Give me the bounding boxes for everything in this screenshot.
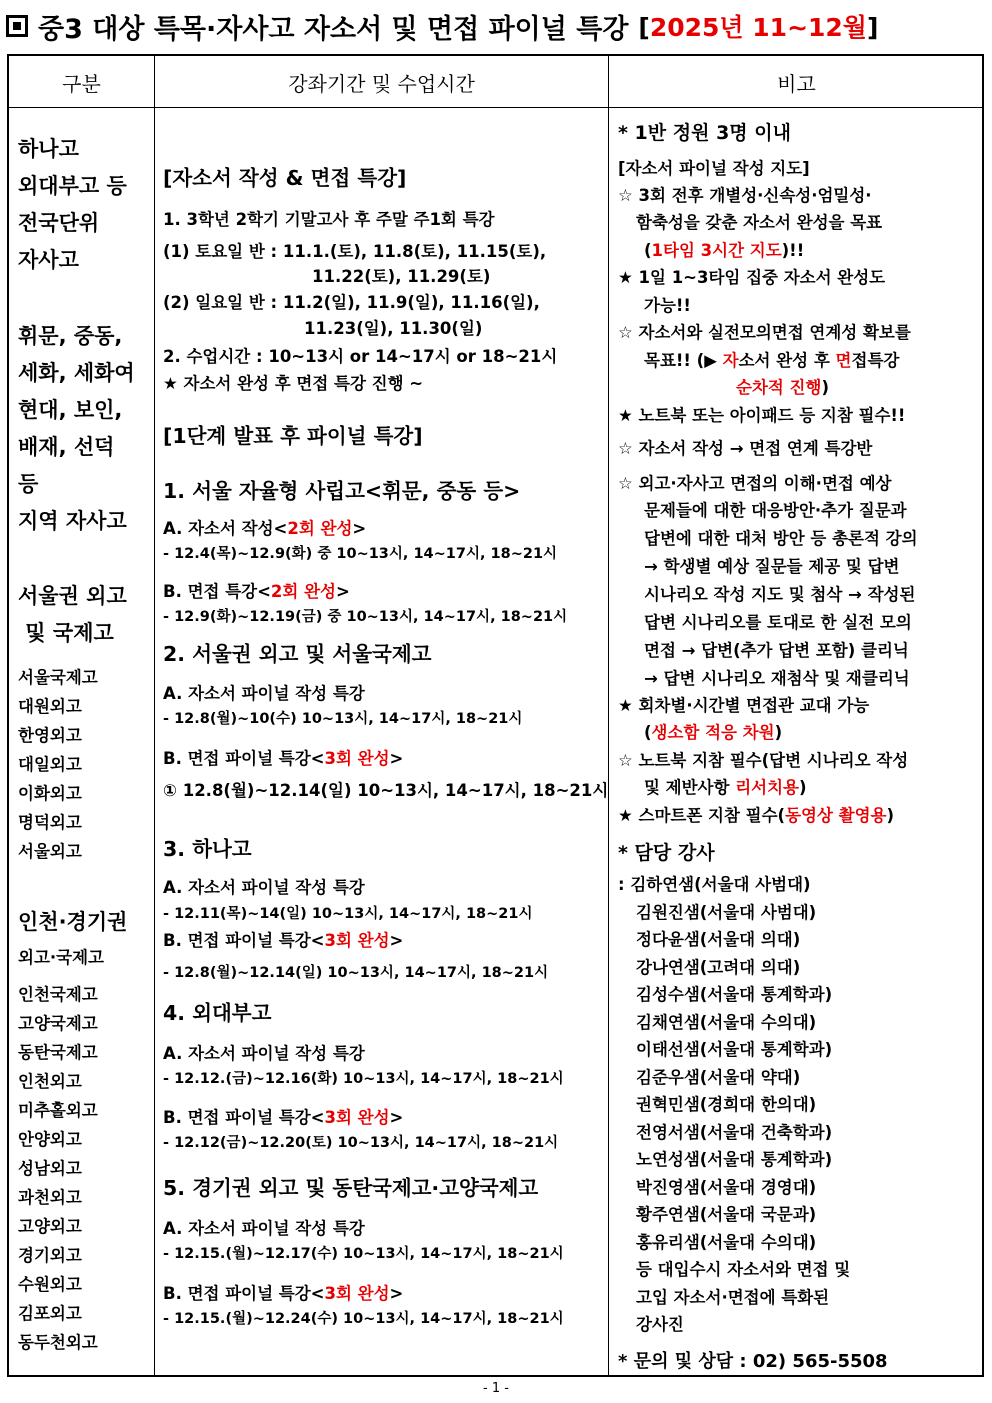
note-line: 함축성을 갖춘 자소서 완성을 목표	[636, 213, 883, 232]
teacher-item: 김원진샘(서울대 사범대)	[636, 903, 817, 922]
text-line: ★ 자소서 완성 후 면접 특강 진행 ~	[163, 374, 424, 393]
teacher-item: 강나연샘(고려대 의대)	[636, 958, 801, 977]
category-item: 서울권 외고	[18, 584, 127, 608]
time-line: ① 12.8(월)~12.14(일) 10~13시, 14~17시, 18~21시	[163, 781, 609, 800]
category-item: 및 국제고	[18, 621, 114, 645]
note-line: ★ 스마트폰 지참 필수(동영상 촬영용)	[618, 806, 895, 825]
category-item: 외고·국제고	[18, 948, 104, 967]
time-line: - 12.8(월)~10(수) 10~13시, 14~17시, 18~21시	[163, 711, 523, 727]
time-line: - 12.8(월)~12.14(일) 10~13시, 14~17시, 18~21시	[163, 965, 549, 981]
text-line: (2) 일요일 반 : 11.2(일), 11.9(일), 11.16(일),	[163, 293, 540, 312]
teacher-item: 권혁민샘(경희대 한의대)	[636, 1095, 817, 1114]
school-item: 수원외고	[18, 1275, 82, 1294]
section-title: [자소서 작성 & 면접 특강]	[163, 166, 407, 190]
school-item: 고양외고	[18, 1217, 82, 1236]
teacher-item: : 김하연샘(서울대 사범대)	[618, 875, 811, 894]
category-item: 외대부고 등	[18, 174, 127, 198]
note-line: ☆ 외고·자사고 면접의 이해·면접 예상	[618, 474, 892, 493]
school-item: 인천국제고	[18, 985, 98, 1004]
contact-info: * 문의 및 상담 : 02) 565-5508	[618, 1351, 888, 1372]
page-title	[6, 4, 986, 48]
text-line: B. 면접 파이널 특강<3회 완성>	[163, 1108, 404, 1127]
note-line: 및 제반사항 리서치용)	[644, 778, 807, 797]
note-line: 목표!! (▶ 자소서 완성 후 면접특강	[644, 351, 900, 370]
note-line: ☆ 자소서와 실전모의면접 연계성 확보를	[618, 323, 911, 342]
page-number: - 1 -	[483, 1381, 509, 1396]
note-line: (1타임 3시간 지도)!!	[644, 241, 805, 260]
note-line: 가능!!	[644, 296, 691, 315]
category-item: 하나고	[18, 137, 79, 161]
text-line: (1) 토요일 반 : 11.1.(토), 11.8(토), 11.15(토),	[163, 242, 547, 261]
text-line: 11.22(토), 11.29(토)	[312, 267, 491, 286]
header-notes: 비고	[777, 71, 816, 96]
note-line: 순차적 진행)	[736, 378, 829, 397]
section-title: [1단계 발표 후 파이널 특강]	[163, 424, 423, 448]
note-line: 면접 → 답변(추가 답변 포함) 클리닉	[644, 641, 909, 660]
teacher-item: 김준우샘(서울대 약대)	[636, 1068, 801, 1087]
teacher-item: 김성수샘(서울대 통계학과)	[636, 985, 833, 1004]
school-item: 고양국제고	[18, 1014, 98, 1033]
category-item: 현대, 보인,	[18, 398, 123, 422]
category-item: 인천·경기권	[18, 910, 128, 934]
school-item: 명덕외고	[18, 813, 82, 832]
school-item: 성남외고	[18, 1159, 82, 1178]
teacher-item: 정다윤샘(서울대 의대)	[636, 930, 801, 949]
time-line: - 12.4(목)~12.9(화) 중 10~13시, 14~17시, 18~21시	[163, 546, 558, 562]
schedule-table	[7, 54, 984, 1377]
text-line: B. 면접 파이널 특강<3회 완성>	[163, 1284, 404, 1303]
category-item: 지역 자사고	[18, 509, 127, 533]
school-item: 김포외고	[18, 1304, 82, 1323]
note-line: ☆ 3회 전후 개별성·신속성·엄밀성·	[618, 186, 872, 205]
teacher-item: 노연성샘(서울대 통계학과)	[636, 1150, 833, 1169]
text-line: A. 자소서 파이널 작성 특강	[163, 684, 365, 703]
time-line: - 12.15.(월)~12.17(수) 10~13시, 14~17시, 18~21시	[163, 1246, 564, 1262]
school-item: 과천외고	[18, 1188, 82, 1207]
title-main: 중3 대상 특목·자사고 자소서 및 면접 파이널 특강	[38, 13, 629, 45]
title-date: [2025년 11~12월]	[638, 13, 879, 42]
time-line: - 12.12.(금)~12.16(화) 10~13시, 14~17시, 18~21시	[163, 1071, 564, 1087]
school-item: 서울국제고	[18, 668, 98, 687]
teacher-item: 김채연샘(서울대 수의대)	[636, 1013, 817, 1032]
group-title: 5. 경기권 외고 및 동탄국제고·고양국제고	[163, 1176, 539, 1200]
note-line: 답변에 대한 대처 방안 등 총론적 강의	[644, 529, 918, 548]
teacher-item: 등 대입수시 자소서와 면접 및	[636, 1260, 851, 1279]
text-line: B. 면접 특강<2회 완성>	[163, 582, 350, 601]
school-item: 동탄국제고	[18, 1043, 98, 1062]
text-line: A. 자소서 작성<2회 완성>	[163, 519, 367, 538]
category-item: 자사고	[18, 248, 79, 272]
teacher-item: 황주연샘(서울대 국문과)	[636, 1205, 817, 1224]
school-item: 안양외고	[18, 1130, 82, 1149]
teacher-item: 전영서샘(서울대 건축학과)	[636, 1123, 833, 1142]
text-line: B. 면접 파이널 특강<3회 완성>	[163, 931, 404, 950]
note-line: (생소함 적응 차원)	[644, 723, 783, 742]
note-line: 답변 시나리오를 토대로 한 실전 모의	[644, 613, 912, 632]
school-item: 인천외고	[18, 1072, 82, 1091]
text-line: A. 자소서 파이널 작성 특강	[163, 1044, 365, 1063]
category-item: 세화, 세화여	[18, 361, 135, 385]
time-line: - 12.11(목)~14(일) 10~13시, 14~17시, 18~21시	[163, 906, 533, 922]
group-title: 4. 외대부고	[163, 1001, 272, 1025]
category-item: 휘문, 중동,	[18, 324, 123, 348]
note-line: → 학생별 예상 질문들 제공 및 답변	[644, 557, 900, 576]
category-item: 배재, 선덕	[18, 435, 115, 459]
school-item: 동두천외고	[18, 1333, 98, 1352]
text-line: 11.23(일), 11.30(일)	[304, 319, 483, 338]
category-item: 전국단위	[18, 211, 100, 235]
school-item: 미추홀외고	[18, 1101, 98, 1120]
column-divider	[608, 56, 609, 1375]
note-line: → 답변 시나리오 재첨삭 및 재클리닉	[644, 669, 910, 688]
time-line: - 12.15.(월)~12.24(수) 10~13시, 14~17시, 18~21시	[163, 1311, 564, 1327]
teacher-item: 이태선샘(서울대 통계학과)	[636, 1040, 833, 1059]
square-bullet-icon	[6, 15, 28, 37]
school-item: 대일외고	[18, 755, 82, 774]
group-title: 3. 하나고	[163, 837, 252, 861]
note-line: ☆ 자소서 작성 → 면접 연계 특강반	[618, 439, 873, 458]
time-line: - 12.9(화)~12.19(금) 중 10~13시, 14~17시, 18~21시	[163, 609, 568, 625]
note-line: ★ 1일 1~3타임 집중 자소서 완성도	[618, 268, 886, 287]
group-title: 1. 서울 자율형 사립고<휘문, 중동 등>	[163, 479, 521, 503]
note-line: [자소서 파이널 작성 지도]	[618, 159, 810, 178]
category-item: 등	[18, 472, 39, 496]
text-line: 1. 3학년 2학기 기말고사 후 주말 주1회 특강	[163, 210, 495, 229]
column-divider	[154, 56, 155, 1375]
teachers-title: * 담당 강사	[618, 842, 715, 864]
school-item: 이화외고	[18, 784, 82, 803]
note-line: ★ 회차별·시간별 면접관 교대 가능	[618, 696, 870, 715]
teacher-item: 고입 자소서·면접에 특화된	[636, 1288, 830, 1307]
note-line: 시나리오 작성 지도 및 첨삭 → 작성된	[644, 585, 916, 604]
text-line: 2. 수업시간 : 10~13시 or 14~17시 or 18~21시	[163, 347, 558, 366]
note-line: ☆ 노트북 지참 필수(답변 시나리오 작성	[618, 751, 909, 770]
header-period: 강좌기간 및 수업시간	[288, 71, 475, 96]
school-item: 서울외고	[18, 842, 82, 861]
note-line: 문제들에 대한 대응방안·추가 질문과	[644, 501, 907, 520]
group-title: 2. 서울권 외고 및 서울국제고	[163, 642, 432, 666]
text-line: B. 면접 파이널 특강<3회 완성>	[163, 749, 404, 768]
teacher-item: 박진영샘(서울대 경영대)	[636, 1178, 817, 1197]
text-line: A. 자소서 파이널 작성 특강	[163, 878, 365, 897]
text-line: A. 자소서 파이널 작성 특강	[163, 1219, 365, 1238]
school-item: 대원외고	[18, 697, 82, 716]
header-category: 구분	[62, 71, 101, 96]
note-line: * 1반 정원 3명 이내	[618, 122, 791, 144]
school-item: 한영외고	[18, 726, 82, 745]
time-line: - 12.12(금)~12.20(토) 10~13시, 14~17시, 18~21시	[163, 1135, 559, 1151]
teacher-item: 홍유리샘(서울대 수의대)	[636, 1233, 817, 1252]
school-item: 경기외고	[18, 1246, 82, 1265]
note-line: ★ 노트북 또는 아이패드 등 지참 필수!!	[618, 406, 906, 425]
teacher-item: 강사진	[636, 1315, 684, 1334]
